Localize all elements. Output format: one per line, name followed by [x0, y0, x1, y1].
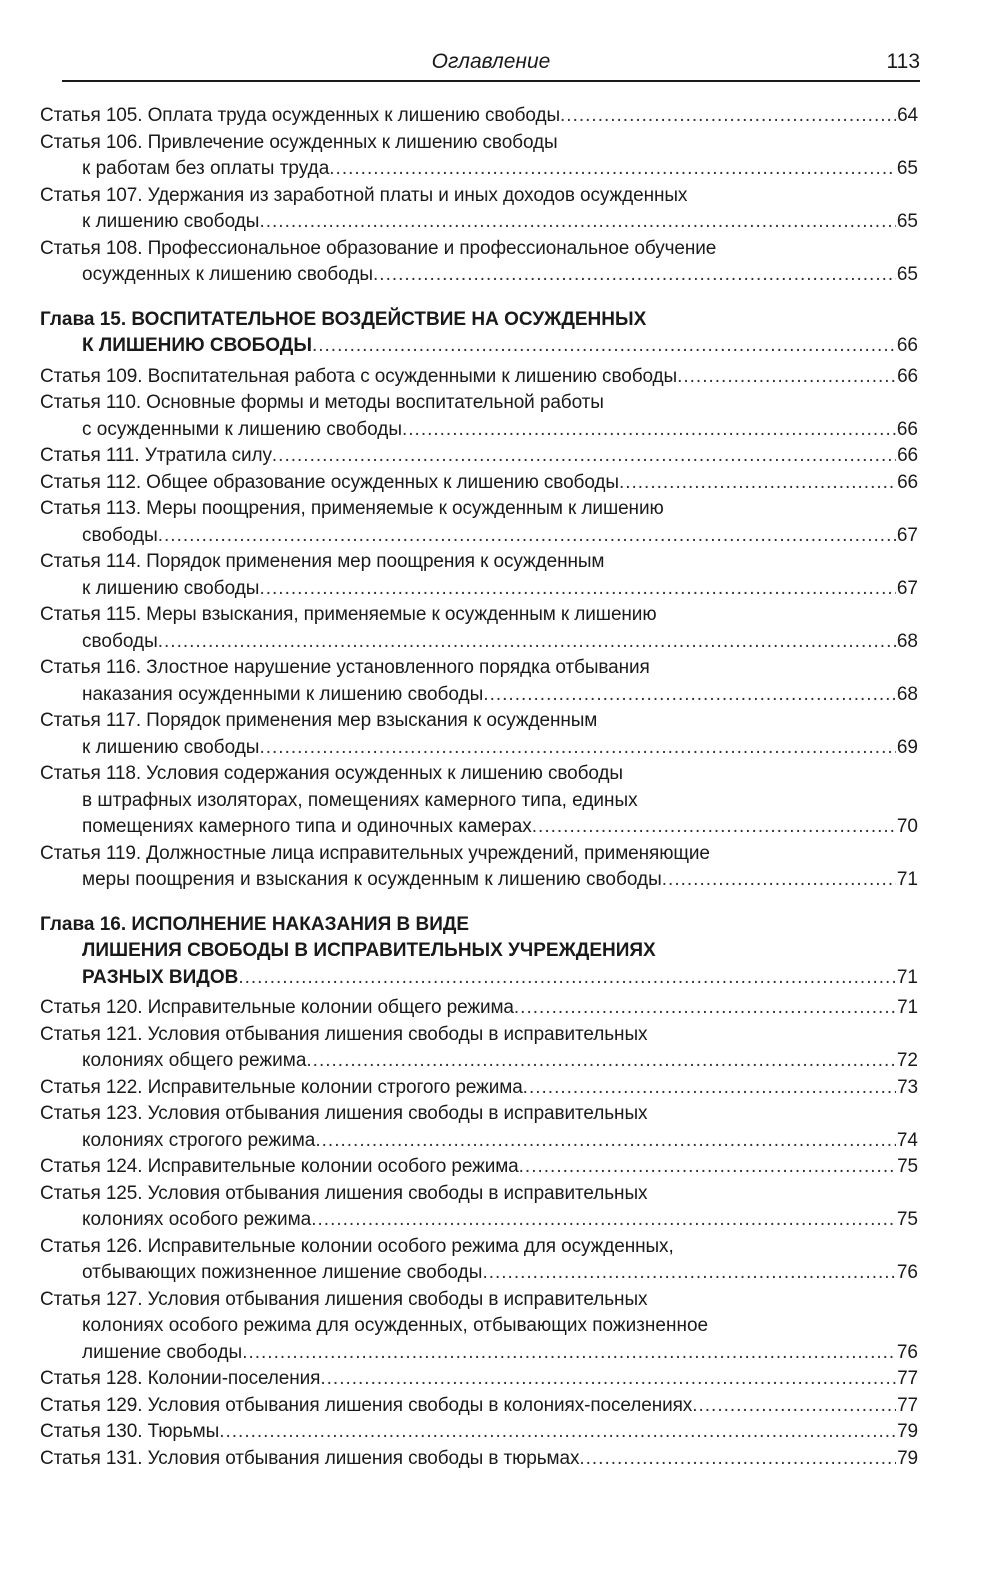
dot-leader: [312, 333, 896, 360]
toc-entry-line: [40, 1366, 918, 1393]
toc-entry-title: РАЗНЫХ ВИДОВ: [82, 966, 239, 988]
toc-chapter-entry: [40, 307, 918, 360]
toc-entry-page: 77: [897, 1368, 918, 1389]
toc-article-entry: [40, 1366, 918, 1393]
toc-entry-title: наказания осужденными к лишению свободы: [82, 683, 484, 705]
toc-entry-title: к лишению свободы: [82, 211, 260, 232]
toc-entry-page: 73: [897, 1076, 918, 1098]
toc-entry-page: 79: [897, 1421, 918, 1442]
running-head-title: Оглавление: [431, 50, 551, 73]
dot-leader: [483, 682, 896, 709]
toc-entry-page: 77: [897, 1394, 918, 1416]
dot-leader: [158, 523, 896, 550]
dot-leader: [242, 1340, 896, 1367]
toc-entry-title: Статья 124. Исправительные колонии особого режима: [40, 1156, 519, 1177]
toc-entry-title: Статья 131. Условия отбывания лишения свободы в тюрьмах: [40, 1447, 580, 1469]
dot-leader: [560, 103, 896, 130]
table-of-contents: [40, 103, 918, 1472]
toc-entry-line: [40, 364, 918, 391]
dot-leader: [514, 995, 896, 1022]
toc-entry-title: помещениях камерного типа и одиночных камерах: [82, 816, 532, 837]
toc-article-entry: [40, 995, 918, 1022]
toc-entry-title: Статья 113. Меры поощрения, применяемые к осужденным к лишению: [40, 498, 664, 519]
toc-entry-line: [40, 209, 918, 236]
toc-entry-line: [40, 183, 918, 210]
toc-entry-line: [40, 1340, 918, 1367]
running-head: [62, 48, 920, 82]
toc-article-entry: [40, 364, 918, 391]
dot-leader: [519, 1154, 896, 1181]
toc-article-entry: [40, 1234, 918, 1287]
toc-entry-line: [40, 814, 918, 841]
toc-entry-title: свободы: [82, 524, 158, 546]
toc-entry-title: Статья 111. Утратила силу: [40, 445, 272, 466]
dot-leader: [259, 576, 895, 603]
toc-entry-title: Статья 125. Условия отбывания лишения свободы в исправительных: [40, 1182, 648, 1204]
toc-entry-line: [40, 1419, 918, 1446]
toc-entry-page: 71: [896, 869, 918, 890]
toc-article-entry: [40, 1022, 918, 1075]
toc-entry-line: [40, 867, 918, 894]
toc-entry-line: [40, 576, 918, 603]
dot-leader: [619, 470, 896, 497]
toc-entry-line: [40, 1234, 918, 1261]
toc-entry-page: 65: [896, 158, 918, 179]
toc-entry-line: [40, 1048, 918, 1075]
dot-leader: [677, 364, 896, 391]
toc-entry-title: Статья 129. Условия отбывания лишения свободы в колониях-поселениях: [40, 1394, 693, 1416]
toc-entry-page: 70: [896, 816, 918, 837]
toc-entry-line: [40, 390, 918, 417]
toc-entry-page: 68: [896, 683, 918, 705]
toc-article-entry: [40, 236, 918, 289]
toc-entry-line: [40, 1207, 918, 1234]
toc-entry-line: [40, 262, 918, 289]
dot-leader: [158, 629, 896, 656]
dot-leader: [579, 1446, 896, 1473]
toc-entry-title: колониях особого режима для осужденных, отбывающих пожизненное: [82, 1315, 709, 1336]
toc-entry-page: 74: [896, 1129, 918, 1151]
toc-chapter-entry: [40, 912, 918, 992]
toc-entry-title: Статья 115. Меры взыскания, применяемые к осужденным к лишению: [40, 604, 657, 625]
toc-entry-line: [40, 761, 918, 788]
toc-entry-line: [40, 236, 918, 263]
toc-entry-title: Статья 120. Исправительные колонии общего режима: [40, 997, 514, 1018]
toc-article-entry: [40, 183, 918, 236]
toc-entry-line: [40, 417, 918, 444]
toc-entry-title: осужденных к лишению свободы: [82, 264, 374, 285]
toc-entry-line: [40, 841, 918, 868]
toc-entry-line: [40, 103, 918, 130]
toc-entry-title: ЛИШЕНИЯ СВОБОДЫ В ИСПРАВИТЕЛЬНЫХ УЧРЕЖДЕНИЯХ: [82, 940, 656, 961]
toc-entry-title: Статья 128. Колонии-поселения: [40, 1368, 321, 1389]
toc-entry-line: [40, 735, 918, 762]
dot-leader: [259, 209, 895, 236]
toc-entry-line: [40, 682, 918, 709]
dot-leader: [272, 443, 896, 470]
dot-leader: [219, 1419, 896, 1446]
toc-entry-title: с осужденными к лишению свободы: [82, 418, 402, 440]
toc-entry-page: 66: [897, 471, 918, 493]
toc-entry-page: 76: [896, 1341, 918, 1363]
toc-entry-line: [40, 602, 918, 629]
toc-entry-line: [40, 1260, 918, 1287]
toc-article-entry: [40, 1393, 918, 1420]
toc-entry-title: Статья 121. Условия отбывания лишения свободы в исправительных: [40, 1023, 648, 1045]
dot-leader: [523, 1075, 896, 1102]
dot-leader: [259, 735, 895, 762]
toc-article-entry: [40, 1181, 918, 1234]
toc-article-entry: [40, 470, 918, 497]
toc-entry-page: 67: [896, 524, 918, 546]
toc-entry-page: 65: [896, 211, 918, 232]
toc-entry-title: Статья 122. Исправительные колонии строгого режима: [40, 1076, 523, 1098]
toc-entry-line: [40, 1287, 918, 1314]
toc-entry-line: [40, 496, 918, 523]
toc-article-entry: [40, 1419, 918, 1446]
dot-leader: [402, 417, 896, 444]
toc-entry-line: [40, 307, 918, 334]
toc-entry-title: К ЛИШЕНИЮ СВОБОДЫ: [82, 335, 312, 356]
toc-entry-line: [40, 1181, 918, 1208]
toc-entry-page: 66: [896, 335, 918, 356]
dot-leader: [320, 1366, 896, 1393]
toc-article-entry: [40, 1075, 918, 1102]
toc-entry-line: [40, 655, 918, 682]
toc-entry-line: [40, 1101, 918, 1128]
dot-leader: [692, 1393, 896, 1420]
toc-entry-line: [40, 130, 918, 157]
toc-entry-title: Статья 105. Оплата труда осужденных к лишению свободы: [40, 105, 561, 126]
dot-leader: [482, 1260, 895, 1287]
toc-entry-line: [40, 1154, 918, 1181]
toc-entry-page: 71: [896, 966, 918, 988]
dot-leader: [532, 814, 896, 841]
toc-article-entry: [40, 103, 918, 130]
toc-article-entry: [40, 1154, 918, 1181]
toc-entry-title: лишение свободы: [82, 1341, 243, 1363]
toc-entry-line: [40, 1313, 918, 1340]
toc-entry-title: Статья 108. Профессиональное образование и профессиональное обучение: [40, 237, 717, 259]
toc-entry-page: 65: [896, 264, 918, 285]
toc-entry-page: 67: [896, 577, 918, 599]
toc-entry-title: Статья 116. Злостное нарушение установленного порядка отбывания: [40, 657, 650, 678]
toc-entry-page: 75: [896, 1209, 918, 1230]
toc-entry-title: Статья 126. Исправительные колонии особого режима для осужденных,: [40, 1235, 674, 1257]
toc-entry-page: 79: [897, 1447, 918, 1469]
toc-entry-title: Статья 127. Условия отбывания лишения свободы в исправительных: [40, 1288, 648, 1310]
toc-entry-title: колониях строгого режима: [82, 1129, 316, 1151]
toc-entry-title: отбывающих пожизненное лишение свободы: [82, 1262, 483, 1283]
toc-entry-line: [40, 549, 918, 576]
toc-entry-page: 66: [897, 365, 918, 387]
toc-entry-title: Статья 112. Общее образование осужденных к лишению свободы: [40, 471, 619, 493]
toc-entry-title: к работам без оплаты труда: [82, 158, 330, 179]
toc-article-entry: [40, 1287, 918, 1367]
toc-article-entry: [40, 841, 918, 894]
toc-article-entry: [40, 761, 918, 841]
toc-entry-title: колониях общего режима: [82, 1050, 307, 1071]
toc-entry-title: Статья 107. Удержания из заработной платы и иных доходов осужденных: [40, 184, 688, 206]
toc-entry-page: 69: [896, 736, 918, 758]
toc-entry-title: колониях особого режима: [82, 1209, 312, 1230]
toc-entry-title: свободы: [82, 630, 158, 652]
toc-entry-line: [40, 938, 918, 965]
toc-entry-line: [40, 995, 918, 1022]
toc-entry-page: 64: [897, 105, 918, 126]
toc-entry-line: [40, 1075, 918, 1102]
toc-entry-title: Статья 119. Должностные лица исправительных учреждений, применяющие: [40, 842, 710, 864]
toc-entry-page: 66: [896, 418, 918, 440]
toc-article-entry: [40, 443, 918, 470]
toc-entry-title: Статья 118. Условия содержания осужденных к лишению свободы: [40, 763, 623, 784]
toc-entry-title: Статья 114. Порядок применения мер поощрения к осужденным: [40, 551, 605, 572]
toc-entry-line: [40, 443, 918, 470]
toc-article-entry: [40, 708, 918, 761]
toc-entry-title: к лишению свободы: [82, 736, 260, 758]
toc-entry-title: Глава 16. ИСПОЛНЕНИЕ НАКАЗАНИЯ В ВИДЕ: [40, 913, 470, 935]
dot-leader: [311, 1207, 896, 1234]
toc-entry-page: 75: [897, 1156, 918, 1177]
toc-article-entry: [40, 130, 918, 183]
toc-article-entry: [40, 655, 918, 708]
dot-leader: [373, 262, 896, 289]
toc-entry-page: 72: [896, 1050, 918, 1071]
dot-leader: [306, 1048, 895, 1075]
toc-entry-title: Статья 117. Порядок применения мер взыскания к осужденным: [40, 710, 598, 731]
toc-entry-title: меры поощрения и взыскания к осужденным к лишению свободы: [82, 869, 662, 890]
toc-entry-title: Статья 130. Тюрьмы: [40, 1421, 220, 1442]
toc-entry-line: [40, 523, 918, 550]
dot-leader: [315, 1128, 895, 1155]
toc-entry-page: 76: [896, 1262, 918, 1283]
toc-entry-title: Статья 110. Основные формы и методы воспитательной работы: [40, 392, 604, 413]
toc-article-entry: [40, 496, 918, 549]
toc-entry-page: 66: [897, 445, 918, 466]
toc-entry-line: [40, 965, 918, 992]
page-number: 113: [886, 50, 920, 73]
toc-article-entry: [40, 549, 918, 602]
toc-entry-line: [40, 708, 918, 735]
toc-entry-title: Статья 123. Условия отбывания лишения свободы в исправительных: [40, 1103, 648, 1124]
toc-entry-line: [40, 912, 918, 939]
toc-entry-title: Статья 109. Воспитательная работа с осужденными к лишению свободы: [40, 365, 678, 387]
toc-entry-line: [40, 333, 918, 360]
dot-leader: [238, 965, 896, 992]
toc-entry-line: [40, 629, 918, 656]
dot-leader: [329, 156, 896, 183]
toc-entry-line: [40, 1128, 918, 1155]
toc-entry-line: [40, 1393, 918, 1420]
toc-entry-title: к лишению свободы: [82, 577, 260, 599]
toc-entry-title: в штрафных изоляторах, помещениях камерного типа, единых: [82, 789, 638, 811]
toc-entry-page: 71: [897, 997, 918, 1018]
toc-entry-title: Глава 15. ВОСПИТАТЕЛЬНОЕ ВОЗДЕЙСТВИЕ НА ОСУЖДЕННЫХ: [40, 308, 647, 330]
toc-article-entry: [40, 602, 918, 655]
toc-entry-page: 68: [896, 630, 918, 652]
toc-article-entry: [40, 390, 918, 443]
toc-entry-line: [40, 156, 918, 183]
toc-entry-line: [40, 1022, 918, 1049]
toc-article-entry: [40, 1101, 918, 1154]
toc-entry-line: [40, 1446, 918, 1473]
toc-article-entry: [40, 1446, 918, 1473]
toc-entry-line: [40, 470, 918, 497]
toc-entry-line: [40, 788, 918, 815]
dot-leader: [662, 867, 896, 894]
toc-entry-title: Статья 106. Привлечение осужденных к лишению свободы: [40, 131, 558, 153]
